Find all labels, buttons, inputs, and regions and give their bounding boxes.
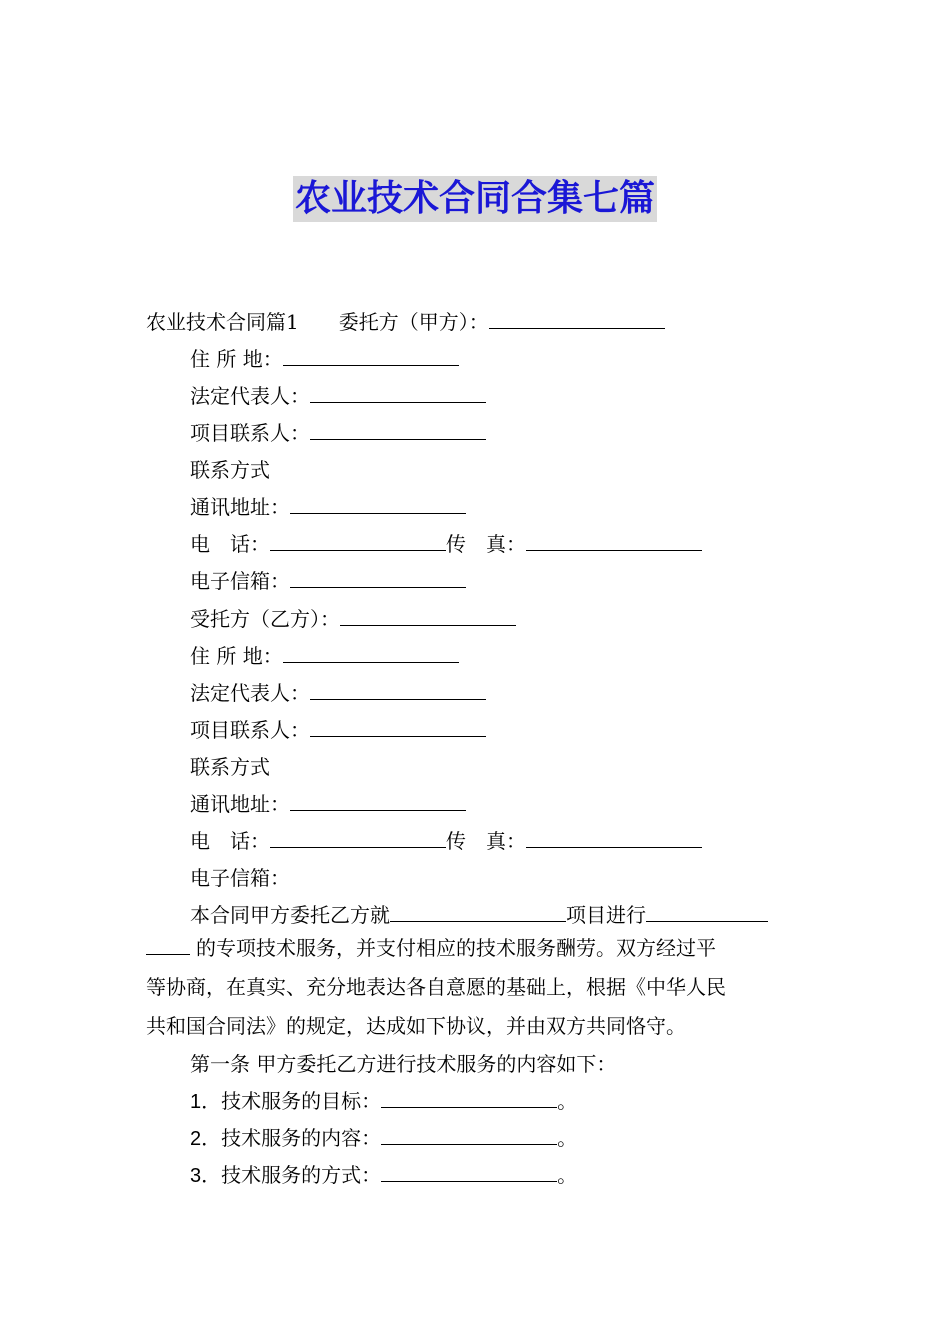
party-b-contact-person-blank — [310, 716, 486, 737]
item-1-end: 。 — [557, 1089, 578, 1113]
party-a-contact-method-label: 联系方式 — [190, 458, 270, 482]
party-b-legal-rep-blank — [310, 679, 486, 700]
item-1-text: 技术服务的目标： — [221, 1089, 382, 1113]
party-b-mail-address-blank — [290, 790, 466, 811]
party-a-address-line — [190, 345, 459, 373]
party-a-address-label: 住 所 地： — [190, 347, 283, 371]
party-b-phone-fax-line — [190, 827, 702, 855]
item-1-number: 1． — [190, 1091, 222, 1113]
party-a-mail-address-line — [190, 493, 466, 521]
party-a-phone-fax-line — [190, 530, 702, 558]
party-a-email-label: 电子信箱： — [190, 569, 290, 593]
article-1-item-3 — [190, 1161, 577, 1190]
party-b-phone-label: 电 话： — [190, 829, 270, 853]
party-a-mail-address-label: 通讯地址： — [190, 495, 290, 519]
party-b-email-label: 电子信箱： — [190, 866, 290, 890]
party-a-fax-blank — [526, 530, 702, 551]
party-b-contact-method — [190, 753, 270, 781]
party-a-contact-method — [190, 456, 270, 484]
title-wrapper — [0, 176, 950, 222]
party-b-contact-person-line — [190, 716, 486, 744]
item-2-blank — [381, 1124, 557, 1145]
item-2-number: 2． — [190, 1128, 222, 1150]
item-3-blank — [381, 1161, 557, 1182]
party-a-legal-rep-blank — [310, 382, 486, 403]
party-b-address-blank — [283, 642, 459, 663]
document-title: 农业技术合同合集七篇 — [293, 176, 657, 222]
item-2-text: 技术服务的内容： — [221, 1126, 382, 1150]
party-a-contact-person-line — [190, 419, 486, 447]
party-a-email-line — [190, 567, 466, 595]
party-b-phone-blank — [270, 827, 446, 848]
item-2-end: 。 — [557, 1126, 578, 1150]
party-b-label: 受托方（乙方）： — [190, 607, 340, 631]
body-paragraph-line-3 — [146, 969, 810, 1006]
item-3-number: 3． — [190, 1165, 222, 1187]
article-1-heading — [190, 1050, 616, 1078]
party-a-label: 委托方（甲方）： — [338, 310, 489, 334]
party-a-legal-rep-label: 法定代表人： — [190, 384, 310, 408]
party-b-contact-person-label: 项目联系人： — [190, 718, 310, 742]
party-a-contact-person-blank — [310, 419, 486, 440]
body-p1-line-3: 等协商，在真实、充分地表达各自意愿的基础上，根据《中华人民 — [146, 975, 726, 999]
party-a-phone-label: 电 话： — [190, 532, 270, 556]
service-type-blank — [646, 901, 768, 922]
party-a-legal-rep-line — [190, 382, 486, 410]
party-b-address-label: 住 所 地： — [190, 644, 283, 668]
party-b-legal-rep-label: 法定代表人： — [190, 681, 310, 705]
party-b-contact-method-label: 联系方式 — [190, 755, 270, 779]
body-paragraph-line-1 — [190, 901, 768, 929]
party-b-email-line — [190, 864, 290, 892]
party-b-legal-rep-line — [190, 679, 486, 707]
article-1-item-2 — [190, 1124, 577, 1153]
body-paragraph-line-4 — [146, 1008, 810, 1045]
service-type-blank-continued — [146, 934, 190, 955]
party-a-mail-address-blank — [290, 493, 466, 514]
party-b-fax-blank — [526, 827, 702, 848]
item-3-end: 。 — [557, 1163, 578, 1187]
article-1-item-1 — [190, 1087, 577, 1116]
party-a-name-blank — [489, 308, 665, 329]
body-p1-part-b: 项目进行 — [566, 903, 646, 927]
item-3-text: 技术服务的方式： — [221, 1163, 382, 1187]
party-a-contact-person-label: 项目联系人： — [190, 421, 310, 445]
party-b-mail-address-line — [190, 790, 466, 818]
contract-first-line — [146, 308, 665, 336]
party-a-address-blank — [283, 345, 459, 366]
body-p1-line-2: 的专项技术服务，并支付相应的技术服务酬劳。双方经过平 — [196, 936, 716, 960]
party-a-phone-blank — [270, 530, 446, 551]
party-b-label-line — [190, 605, 516, 633]
item-1-blank — [381, 1087, 557, 1108]
party-b-address-line — [190, 642, 459, 670]
body-p1-line-4: 共和国合同法》的规定，达成如下协议，并由双方共同恪守。 — [146, 1014, 686, 1038]
body-paragraph-line-2 — [146, 930, 810, 967]
party-a-fax-label: 传 真： — [446, 532, 526, 556]
body-p1-part-a: 本合同甲方委托乙方就 — [190, 903, 390, 927]
party-b-fax-label: 传 真： — [446, 829, 526, 853]
party-a-email-blank — [290, 567, 466, 588]
party-b-name-blank — [340, 605, 516, 626]
project-name-blank — [390, 901, 566, 922]
party-b-mail-address-label: 通讯地址： — [190, 792, 290, 816]
article-1-text: 第一条 甲方委托乙方进行技术服务的内容如下： — [190, 1052, 617, 1076]
contract-heading: 农业技术合同篇1 — [146, 310, 299, 334]
